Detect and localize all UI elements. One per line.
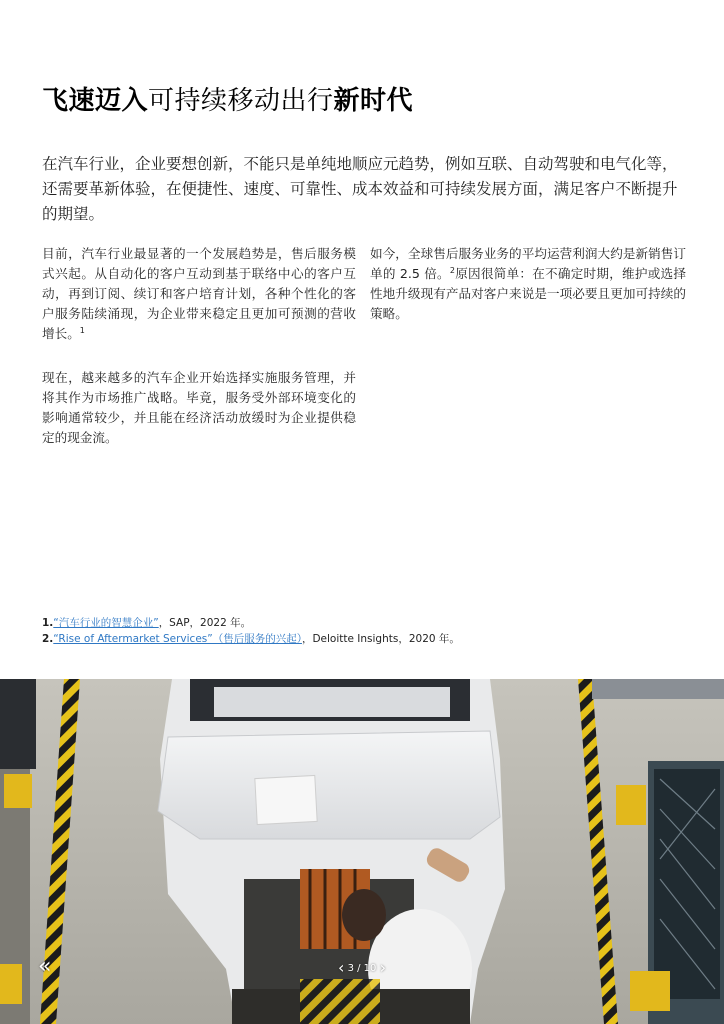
right-column bbox=[370, 244, 686, 348]
lead-paragraph: 在汽车行业，企业要想创新，不能只是单纯地顺应元趋势，例如互联、自动驾驶和电气化等，还需要革新体验，在便捷性、速度、可靠性、成本效益和可持续发展方面，满足客户不断提升的期望。 bbox=[42, 155, 678, 223]
right-paragraph-1: 如今，全球售后服务业务的平均运营利润大约是新销售订单的 2.5 倍。$^2$原因很简单：在不确定时期，维护或选择性地升级现有产品对客户来说是一项必要且更加可持续的策略。 bbox=[370, 246, 686, 321]
back-nav-button[interactable] bbox=[38, 956, 51, 978]
prev-page-icon[interactable]: ‹ bbox=[337, 958, 345, 977]
left-paragraph-1: 目前，汽车行业最显著的一个发展趋势是，售后服务模式兴起。从自动化的客户互动到基于联络中心的客户互动，再到订阅、续订和客户培育计划，各种个性化的客户服务陆续涌现，为企业带来稳定且更加可预测的营收增长。$^1$ bbox=[42, 246, 356, 341]
footnote-1-link[interactable]: “汽车行业的智慧企业” bbox=[53, 617, 159, 629]
page-title bbox=[42, 84, 413, 118]
footnote-2: 2.“Rise of Aftermarket Services”（售后服务的兴起），Deloitte Insights，2020 年。 bbox=[42, 633, 460, 645]
next-page-icon[interactable]: › bbox=[379, 958, 386, 977]
title-bold-part-2: 新时代 bbox=[333, 86, 414, 116]
title-regular-part: 可持续移动出行 bbox=[148, 86, 334, 116]
left-column bbox=[42, 244, 356, 472]
page-number: 3 / 10 bbox=[347, 963, 377, 974]
footnotes bbox=[42, 615, 460, 647]
footnote-ref-2: 2 bbox=[449, 266, 455, 275]
double-chevron-left-icon: « bbox=[38, 954, 52, 979]
footnote-1: 1.“汽车行业的智慧企业”，SAP，2022 年。 bbox=[42, 617, 252, 629]
left-paragraph-2: 现在，越来越多的汽车企业开始选择实施服务管理，并将其作为市场推广战略。毕竟，服务受外部环境变化的影响通常较少，并且能在经济活动放缓时为企业提供稳定的现金流。 bbox=[42, 370, 356, 445]
page-indicator bbox=[333, 958, 391, 978]
footnote-ref-1: 1 bbox=[79, 326, 85, 335]
title-bold-part: 飞速迈入 bbox=[42, 86, 149, 116]
footnote-2-link[interactable]: “Rise of Aftermarket Services”（售后服务的兴起） bbox=[53, 633, 302, 645]
